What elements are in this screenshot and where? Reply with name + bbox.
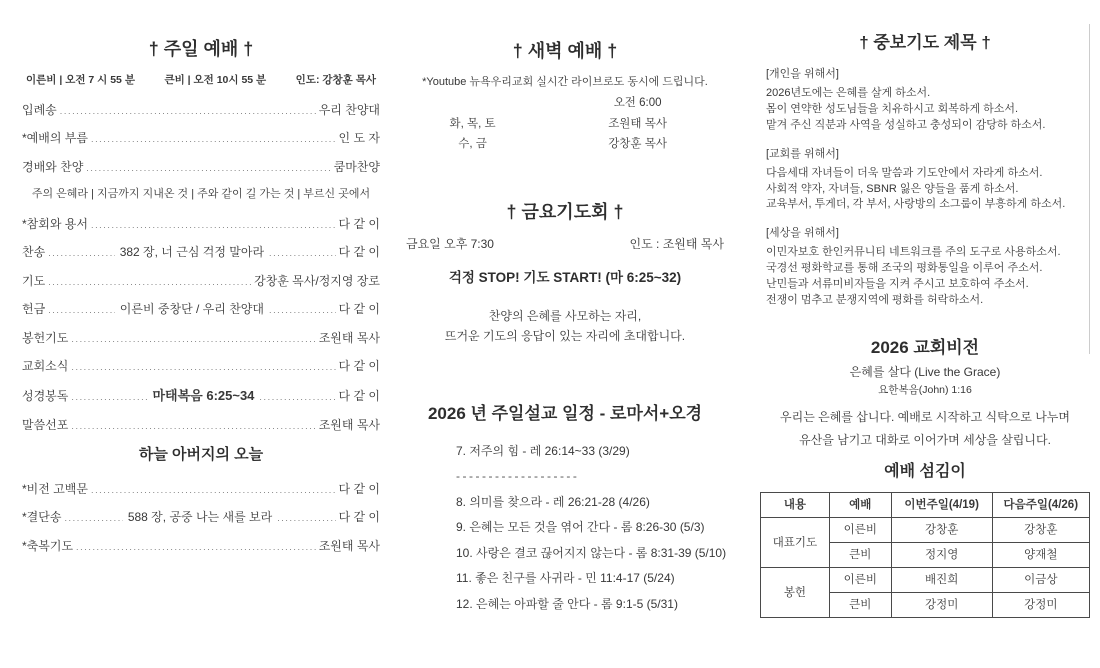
worship-item-value: 쿰마찬양 [333, 159, 380, 174]
friday-prayer-theme: 걱정 STOP! 기도 START! (마 6:25~32) [448, 269, 682, 285]
worship-item-value: 우리 찬양대 [318, 102, 380, 117]
worship-servants-section [760, 462, 1090, 618]
church-vision-statement: 유산을 남기고 대화로 이어가며 세상을 살립니다. [799, 433, 1051, 448]
table-row [761, 568, 1090, 593]
dotted-leader [269, 248, 336, 259]
sermon-schedule-list [456, 444, 730, 612]
intercessory-prayer-title: † 중보기도 제목 † [859, 33, 991, 52]
friday-prayer-section [400, 201, 730, 346]
table-header-cell: 예배 [829, 493, 891, 518]
worship-item-value: 조원태 목사 [318, 538, 380, 553]
dotted-leader [48, 277, 251, 288]
table-name-cell: 정지영 [891, 543, 992, 568]
prayer-line: 맡겨 주신 직분과 사역을 성실하고 충성되이 감당하 하소서. [766, 118, 1046, 131]
dotted-leader [277, 513, 335, 524]
friday-prayer-invite-line: 찬양의 은혜를 사모하는 자리, [488, 308, 642, 323]
middle-column [400, 40, 730, 622]
prayer-line: 전쟁이 멈추고 분쟁지역에 평화를 허락하소서. [766, 293, 984, 306]
prayer-line: 몸이 연약한 성도님들을 치유하시고 회복하게 하소서. [766, 102, 1019, 115]
worship-item-label: 헌금 [22, 302, 46, 317]
worship-item-label: 말씀선포 [22, 417, 69, 432]
worship-servants-table [760, 492, 1090, 618]
worship-item-value: 조원태 목사 [318, 330, 380, 345]
worship-item-value: 다 같 이 [338, 359, 380, 374]
sunday-worship-section [22, 38, 380, 567]
dawn-pastor: 강창훈 목사 [608, 138, 667, 150]
table-name-cell: 강정미 [891, 593, 992, 618]
dotted-leader [76, 542, 316, 553]
dawn-worship-title: † 새벽 예배 † [512, 41, 618, 61]
table-service-cell: 큰비 [829, 543, 891, 568]
sermon-schedule-divider: ------------------- [456, 469, 580, 484]
prayer-line: 2026년도에는 은혜를 살게 하소서. [766, 87, 931, 99]
table-name-cell: 강창훈 [992, 518, 1089, 543]
sermon-schedule-item: 12. 은혜는 아파할 줄 안다 - 롬 9:1-5 (5/31) [456, 596, 678, 611]
sermon-schedule-item: 7. 저주의 힘 - 레 26:14~33 (3/29) [456, 443, 630, 458]
friday-prayer-invite-line: 뜨거운 기도의 응답이 있는 자리에 초대합니다. [444, 329, 686, 344]
worship-item-label: *축복기도 [22, 538, 74, 553]
worship-item-label: 교회소식 [22, 359, 69, 374]
church-vision-title: 2026 교회비전 [870, 337, 980, 357]
worship-order-row [22, 331, 380, 346]
worship-servants-title: 예배 섬김이 [884, 463, 966, 481]
worship-item-label: *비전 고백문 [22, 481, 88, 496]
worship-order-row [22, 482, 380, 497]
sermon-schedule-section [400, 403, 730, 612]
dawn-worship-section [400, 40, 730, 151]
table-name-cell: 강창훈 [891, 518, 992, 543]
table-name-cell: 배진희 [891, 568, 992, 593]
worship-order-row [22, 274, 380, 289]
service-leader: 인도: 강창훈 목사 [295, 73, 376, 86]
worship-item-label: *예배의 부름 [22, 131, 88, 146]
dotted-leader [91, 134, 336, 145]
worship-item-label: *결단송 [22, 510, 62, 525]
worship-item-detail: 588 장, 공중 나는 새를 보라 [127, 510, 273, 525]
church-vision-verse: 요한복음(John) 1:16 [878, 384, 972, 397]
sermon-schedule-item: 10. 사랑은 결코 끊어지지 않는다 - 롬 8:31-39 (5/10) [456, 545, 727, 560]
dotted-leader [48, 248, 115, 259]
worship-order-row [22, 510, 380, 525]
worship-order-row [22, 103, 380, 118]
worship-item-value: 다 같 이 [338, 510, 381, 525]
worship-order-row [22, 131, 380, 146]
worship-item-value: 다 같 이 [338, 245, 380, 260]
dotted-leader [91, 485, 336, 496]
prayer-group-heading: [세상을 위해서] [766, 227, 839, 240]
friday-prayer-info [406, 237, 724, 252]
friday-prayer-leader: 인도 : 조원태 목사 [629, 236, 724, 251]
dotted-leader [91, 220, 336, 231]
dotted-leader [60, 106, 316, 117]
prayer-line: 교육부서, 투게더, 각 부서, 사랑방의 소그룹이 부흥하게 하소서. [766, 198, 1066, 211]
sermon-schedule-title: 2026 년 주일설교 일정 - 로마서+오경 [427, 403, 703, 423]
worship-item-detail: 382 장, 너 근심 걱정 말아라 [119, 245, 265, 260]
prayer-line: 이민자보호 한인커뮤니티 네트워크를 주의 도구로 사용하소서. [766, 246, 1061, 259]
praise-refrain-line: 주의 은혜라 | 지금까지 지내온 것 | 주와 같이 길 가는 것 | 부르신 곳에서 [31, 188, 371, 201]
worship-item-value: 다 같 이 [338, 302, 381, 317]
dotted-leader [64, 513, 122, 524]
right-column [760, 32, 1090, 618]
dotted-leader [71, 421, 315, 432]
sermon-series-subtitle: 하늘 아버지의 오늘 [138, 446, 264, 464]
prayer-line: 난민들과 서류미비자들을 지켜 주시고 보호하여 주소서. [766, 278, 1029, 290]
dotted-leader [71, 334, 315, 345]
table-name-cell: 양재철 [992, 543, 1089, 568]
table-header-row [761, 493, 1090, 518]
worship-item-value: 다 같 이 [338, 481, 380, 496]
prayer-group-heading: [교회를 위해서] [766, 147, 839, 160]
worship-item-label: 봉헌기도 [22, 330, 69, 345]
worship-item-label: 경배와 찬양 [22, 159, 84, 174]
dawn-pastor: 조원태 목사 [608, 117, 667, 130]
scripture-reading-reference: 마태복음 6:25~34 [152, 387, 255, 403]
dotted-leader [259, 392, 335, 403]
scan-fold-artifact [1089, 24, 1090, 354]
sermon-schedule-item: 9. 은혜는 모든 것을 엮어 간다 - 롬 8:26-30 (5/3) [456, 520, 705, 535]
table-header-cell: 다음주일(4/26) [992, 493, 1089, 518]
dawn-days: 화, 목, 토 [449, 117, 496, 130]
worship-item-value: 인 도 자 [338, 131, 380, 146]
worship-item-label: 입례송 [22, 102, 57, 117]
prayer-group-world [766, 227, 1090, 309]
dawn-worship-time: 오전 6:00 [613, 97, 662, 110]
dawn-worship-note: *Youtube 뉴욕우리교회 실시간 라이브로도 동시에 드립니다. [422, 75, 708, 88]
table-category-cell: 봉헌 [761, 568, 830, 618]
dawn-days: 수, 금 [458, 138, 487, 150]
worship-item-label: *참회와 용서 [22, 216, 88, 231]
worship-order-row [22, 302, 380, 317]
sunday-worship-schedule [26, 74, 376, 87]
worship-order-row [22, 539, 380, 554]
worship-order-row [22, 160, 380, 175]
worship-item-value: 강창훈 목사/정지영 장로 [254, 273, 380, 288]
friday-prayer-time: 금요일 오후 7:30 [406, 236, 494, 251]
worship-order-row [22, 245, 380, 260]
church-vision-subtitle: 은혜를 살다 (Live the Grace) [849, 365, 1001, 380]
church-vision-section [760, 337, 1090, 448]
table-row [761, 518, 1090, 543]
worship-order-row [22, 388, 380, 404]
table-name-cell: 이금상 [992, 568, 1089, 593]
prayer-line: 다음세대 자녀들이 더욱 말씀과 기도안에서 자라게 하소서. [766, 166, 1043, 179]
table-service-cell: 큰비 [829, 593, 891, 618]
dotted-leader [71, 392, 147, 403]
prayer-line: 사회적 약자, 자녀들, SBNR 잃은 양들을 품게 하소서. [766, 182, 1019, 195]
dawn-worship-schedule [400, 96, 730, 151]
table-service-cell: 이른비 [829, 568, 891, 593]
worship-order-row [22, 418, 380, 433]
worship-item-label: 성경봉독 [22, 388, 69, 403]
worship-item-value: 조원태 목사 [318, 417, 380, 432]
worship-order-row [22, 217, 380, 232]
table-header-cell: 이번주일(4/19) [891, 493, 992, 518]
friday-prayer-title: † 금요기도회 † [506, 202, 624, 223]
prayer-group-church [766, 148, 1090, 214]
table-category-cell: 대표기도 [761, 518, 830, 568]
worship-item-value: 다 같 이 [338, 216, 380, 231]
worship-item-label: 기도 [22, 273, 46, 288]
dotted-leader [71, 362, 335, 373]
prayer-line: 국경선 평화학교를 통해 조국의 평화통일을 이루어 주소서. [766, 262, 1043, 275]
sunday-worship-title: † 주일 예배 † [148, 39, 254, 59]
prayer-group-personal [766, 68, 1090, 134]
prayer-group-heading: [개인을 위해서] [766, 68, 839, 81]
intercessory-prayer-section [760, 32, 1090, 309]
worship-order-row [22, 359, 380, 374]
dotted-leader [86, 163, 330, 174]
worship-item-value: 다 같 이 [338, 388, 380, 403]
dotted-leader [48, 305, 115, 316]
friday-prayer-invitation [400, 306, 730, 347]
worship-item-label: 찬송 [22, 245, 46, 260]
table-header-cell: 내용 [761, 493, 830, 518]
worship-item-detail: 이른비 중창단 / 우리 찬양대 [119, 302, 264, 317]
church-vision-statement: 우리는 은혜를 삽니다. 예배로 시작하고 식탁으로 나누며 [780, 410, 1070, 425]
dotted-leader [269, 305, 336, 316]
sermon-schedule-item: 11. 좋은 친구를 사귀라 - 민 11:4-17 (5/24) [456, 571, 675, 586]
sermon-schedule-item: 8. 의미를 찾으라 - 레 26:21-28 (4/26) [456, 494, 650, 509]
table-service-cell: 이른비 [829, 518, 891, 543]
early-service-time: 이른비 | 오전 7 시 55 분 [26, 73, 135, 86]
main-service-time: 큰비 | 오전 10시 55 분 [164, 73, 267, 86]
table-name-cell: 강정미 [992, 593, 1089, 618]
